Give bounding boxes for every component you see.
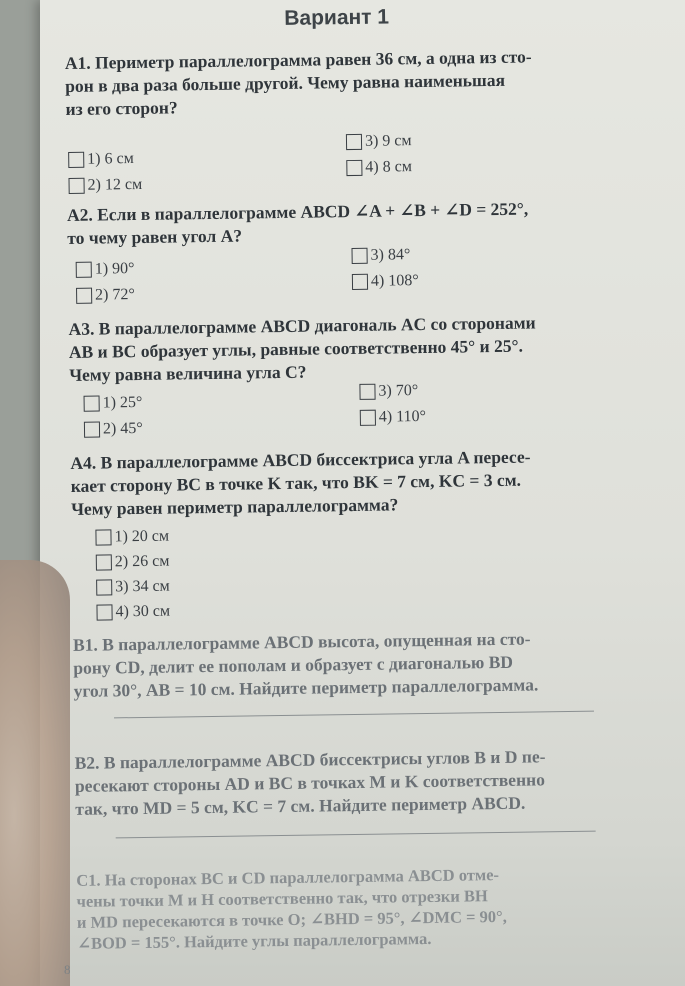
question-line: так, что MD = 5 см, KC = 7 см. Найдите периметр ABCD.	[75, 792, 526, 819]
option-label: 1) 20 см	[114, 527, 170, 546]
option-a3-2[interactable]	[84, 419, 143, 440]
option-label: 3) 70°	[378, 382, 419, 400]
question-line: А4. В параллелограмме ABCD биссектриса угла A пересе-	[70, 446, 531, 473]
checkbox[interactable]	[351, 248, 367, 264]
option-label: 3) 34 см	[115, 577, 170, 596]
checkbox[interactable]	[84, 422, 100, 438]
option-label: 4) 30 см	[115, 602, 171, 621]
question-a1	[65, 44, 626, 121]
checkbox[interactable]	[96, 579, 112, 595]
option-a4-3[interactable]	[96, 577, 170, 598]
option-label: 4) 110°	[378, 407, 427, 426]
option-label: 4) 8 см	[365, 158, 413, 176]
checkbox[interactable]	[359, 384, 375, 400]
question-line: С1. На сторонах BC и CD параллелограмма ABCD отме-	[76, 865, 500, 890]
question-line: ∠BOD = 155°. Найдите углы параллелограмма.	[77, 928, 432, 953]
question-line: ресекают стороны AD и BC в точках M и K соответственно	[74, 769, 546, 796]
option-a1-4[interactable]	[346, 157, 412, 178]
checkbox[interactable]	[352, 274, 368, 290]
checkbox[interactable]	[95, 529, 111, 545]
checkbox[interactable]	[96, 554, 112, 570]
checkbox[interactable]	[76, 288, 92, 304]
option-a3-1[interactable]	[83, 393, 142, 414]
checkbox[interactable]	[96, 604, 112, 620]
question-line: и MD пересекаются в точке O; ∠BHD = 95°, ∠DMC = 90°,	[76, 906, 507, 932]
option-a2-2[interactable]	[76, 285, 135, 306]
question-line: угол 30°, AB = 10 см. Найдите периметр параллелограмма.	[73, 674, 539, 701]
question-line: А3. В параллелограмме ABCD диагональ AC со сторонами	[68, 312, 536, 339]
option-label: 2) 72°	[95, 286, 135, 304]
option-a4-2[interactable]	[96, 552, 170, 573]
checkbox[interactable]	[68, 178, 84, 194]
question-line: В1. В параллелограмме ABCD высота, опущенная на сто-	[72, 628, 531, 655]
option-a4-1[interactable]	[95, 527, 169, 548]
option-a1-2[interactable]	[68, 175, 142, 196]
option-a2-3[interactable]	[351, 245, 410, 266]
checkbox[interactable]	[360, 410, 376, 426]
option-a3-3[interactable]	[359, 381, 418, 402]
page-title: Вариант 1	[284, 5, 390, 30]
option-a3-4[interactable]	[360, 407, 426, 428]
page-number: 8	[64, 962, 71, 977]
option-label: 3) 84°	[370, 246, 411, 264]
question-line: из его сторон?	[65, 97, 178, 119]
question-b2	[74, 744, 635, 821]
option-a1-3[interactable]	[346, 131, 412, 152]
answer-line-b2[interactable]	[116, 831, 596, 839]
option-label: 3) 9 см	[364, 132, 412, 150]
question-line: В2. В параллелограмме ABCD биссектрисы углов B и D пе-	[74, 746, 546, 773]
worksheet	[64, 0, 638, 986]
question-line: А1. Периметр параллелограмма равен 36 см, а одна из сто-	[64, 46, 532, 73]
checkbox[interactable]	[346, 134, 362, 150]
option-a4-4[interactable]	[96, 602, 170, 623]
question-line: чены точки M и H соответственно так, что отрезки BH	[76, 886, 488, 911]
option-label: 2) 26 см	[114, 552, 170, 571]
question-line: А2. Если в параллелограмме ABCD ∠A + ∠B + ∠D = 252°,	[66, 198, 529, 225]
question-line: Чему равна величина угла C?	[69, 361, 307, 385]
question-line: AB и BC образует углы, равные соответственно 45° и 25°.	[68, 335, 524, 362]
option-label: 1) 6 см	[87, 150, 134, 168]
question-line: рон в два раза больше другой. Чему равна наименьшая	[65, 69, 506, 96]
checkbox[interactable]	[68, 152, 84, 168]
question-line: то чему равен угол A?	[67, 225, 243, 248]
question-line: Чему равен периметр параллелограмма?	[70, 494, 399, 519]
checkbox[interactable]	[346, 160, 362, 176]
option-label: 2) 12 см	[87, 175, 143, 194]
option-label: 4) 108°	[370, 272, 419, 290]
answer-line-b1[interactable]	[114, 711, 594, 719]
question-a2	[67, 196, 628, 250]
option-a2-4[interactable]	[352, 271, 419, 292]
question-a4	[70, 444, 631, 521]
option-label: 1) 25°	[102, 393, 143, 412]
question-line: рону CD, делит ее пополам и образует с диагональю BD	[73, 651, 514, 678]
question-line: кает сторону BC в точке K так, что BK = 7 см, KC = 3 см.	[70, 469, 522, 496]
question-c1	[76, 862, 637, 954]
option-a1-1[interactable]	[68, 149, 134, 170]
question-a3	[68, 310, 629, 387]
option-label: 1) 90°	[94, 260, 135, 278]
checkbox[interactable]	[76, 262, 92, 278]
thumb	[0, 560, 70, 986]
option-label: 2) 45°	[102, 419, 143, 438]
option-a2-1[interactable]	[76, 259, 135, 280]
question-b1	[73, 626, 634, 703]
checkbox[interactable]	[84, 396, 100, 412]
